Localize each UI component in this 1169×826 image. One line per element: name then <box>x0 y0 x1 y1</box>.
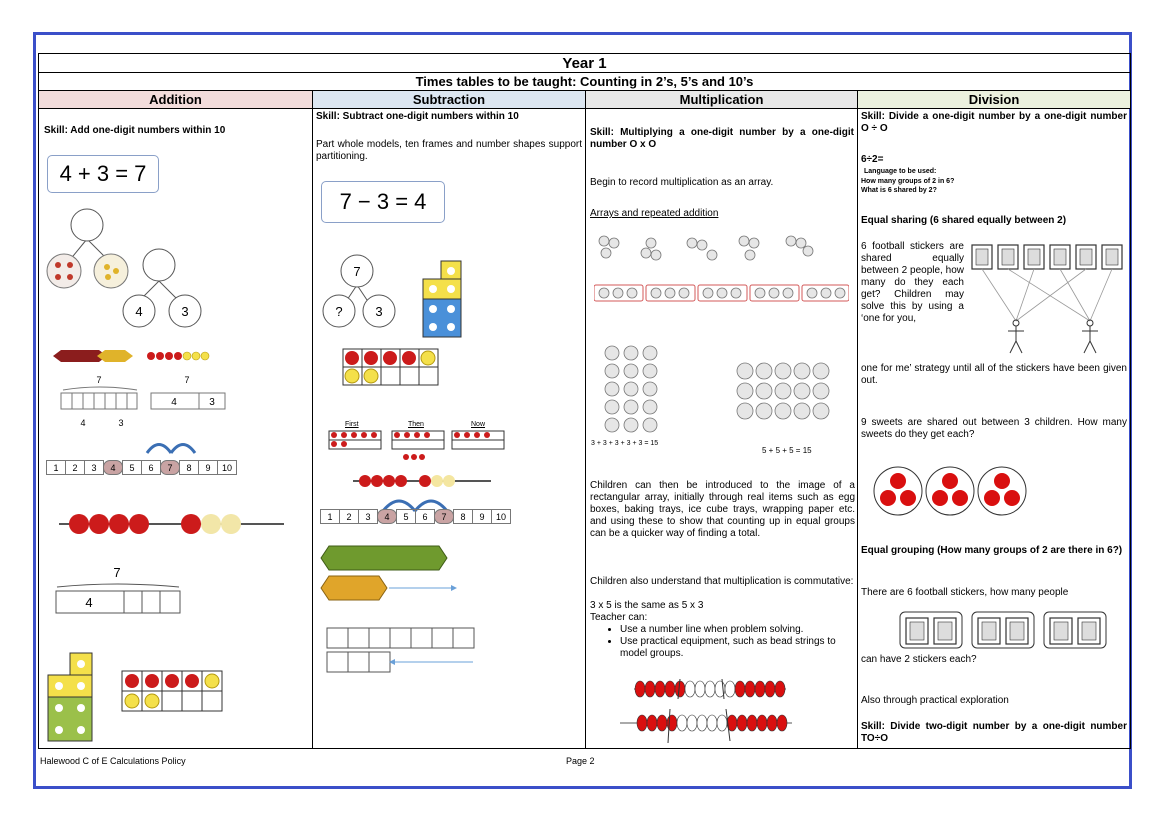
bar-total: 7 <box>96 375 102 385</box>
language-q1: How many groups of 2 in 6? <box>861 178 955 185</box>
bar-model-total: 7 <box>184 375 190 385</box>
multiplication-bead-strings <box>616 671 826 746</box>
multiplication-column <box>585 90 858 749</box>
bead <box>637 715 647 731</box>
number-track-cell: 9 <box>472 509 492 524</box>
arrays-heading: Arrays and repeated addition <box>590 208 719 219</box>
array-counter <box>775 403 791 419</box>
array-counter <box>813 403 829 419</box>
bead <box>755 681 765 697</box>
bead <box>735 681 745 697</box>
subtraction-bars <box>325 626 485 676</box>
bar-part-a: 4 <box>80 418 86 428</box>
division-skill-2: Skill: Divide two-digit number by a one-digit number TO÷O <box>861 721 1127 744</box>
array-counter <box>756 363 772 379</box>
subtraction-skill: Skill: Subtract one-digit numbers within 10 <box>316 111 519 122</box>
bead <box>745 681 755 697</box>
division-column <box>857 90 1131 749</box>
array-eq-left: 3 + 3 + 3 + 3 + 3 = 15 <box>591 440 659 447</box>
array-counter <box>813 363 829 379</box>
bar-model-part-b: 3 <box>209 397 215 408</box>
pw-left-value: 4 <box>135 304 143 319</box>
number-track-cell: 10 <box>217 460 237 475</box>
array-counter <box>624 346 638 360</box>
multiplication-p4: 3 x 5 is the same as 5 x 3 <box>590 600 704 611</box>
array-counter <box>643 418 657 432</box>
sweets-text: 9 sweets are shared out between 3 children. How many sweets do they get each? <box>861 417 1127 440</box>
number-track-cell: 5 <box>396 509 416 524</box>
grouping-text: There are 6 football stickers, how many people <box>861 587 1069 598</box>
teacher-list-item: • Use a number line when problem solving. <box>620 624 858 636</box>
array-counter <box>813 383 829 399</box>
array-counter <box>624 400 638 414</box>
addition-part-whole-diagram <box>39 201 312 331</box>
bead <box>657 715 667 731</box>
language-q2: What is 6 shared by 2? <box>861 187 937 194</box>
share-line <box>1008 269 1090 321</box>
number-track-cell: 7 <box>434 509 454 524</box>
addition-number-track <box>47 460 237 475</box>
football-sticker-inner <box>1054 249 1066 265</box>
subtraction-tenframe <box>341 347 441 387</box>
pw-right: 3 <box>375 304 383 319</box>
array-eq-right: 5 + 5 + 5 = 15 <box>762 446 812 455</box>
number-track-cell: 4 <box>103 460 123 475</box>
multiplication-skill: Skill: Multiplying a one-digit number by a one-digit number O x O <box>590 127 854 150</box>
first-then-now-frames <box>328 429 528 464</box>
football-sticker-inner <box>1106 249 1118 265</box>
subtraction-intro: Part whole models, ten frames and number shapes support partitioning. <box>316 139 582 162</box>
footer-page: Page 2 <box>566 756 595 766</box>
array-counter <box>605 346 619 360</box>
arrays-pairs <box>594 233 849 318</box>
addition-skill: Skill: Add one-digit numbers within 10 <box>44 125 226 136</box>
teacher-list-item: • Use practical equipment, such as bead strings to model groups. <box>620 636 858 660</box>
share-line <box>1016 269 1086 321</box>
bar2-total: 7 <box>113 565 121 580</box>
array-counter <box>605 400 619 414</box>
number-track-cell: 8 <box>179 460 199 475</box>
division-heading: Division <box>858 91 1130 109</box>
number-track-cell: 2 <box>65 460 85 475</box>
array-counter <box>643 382 657 396</box>
bar2-part: 4 <box>85 595 93 610</box>
bead <box>707 715 717 731</box>
sharing-text-b: one for me’ strategy until all of the stickers have been given out. <box>861 363 1127 386</box>
share-line <box>1090 269 1112 321</box>
array-counter <box>605 418 619 432</box>
number-track-cell: 5 <box>122 460 142 475</box>
bar-part-b: 3 <box>118 418 124 428</box>
bead <box>697 715 707 731</box>
bead <box>645 681 655 697</box>
bead <box>757 715 767 731</box>
bead <box>777 715 787 731</box>
bead <box>655 681 665 697</box>
array-counter <box>756 383 772 399</box>
share-line <box>1016 269 1034 321</box>
array-counter <box>624 382 638 396</box>
number-track-cell: 6 <box>415 509 435 524</box>
multiplication-heading: Multiplication <box>586 91 857 109</box>
subtraction-rods <box>319 544 469 610</box>
share-line <box>982 269 1016 321</box>
array-counter <box>605 364 619 378</box>
teacher-list <box>590 624 858 660</box>
pw-left: ? <box>335 304 343 319</box>
array-grids <box>602 345 852 433</box>
sharing-stickers-diagram <box>968 241 1128 361</box>
number-track-cell: 9 <box>198 460 218 475</box>
page-title: Year 1 <box>38 53 1131 73</box>
array-counter <box>794 403 810 419</box>
subtraction-number-track <box>321 509 511 524</box>
bead <box>775 681 785 697</box>
array-counter <box>624 418 638 432</box>
football-sticker-inner <box>1082 622 1096 640</box>
football-sticker-inner <box>1054 622 1068 640</box>
array-counter <box>643 400 657 414</box>
bead <box>717 715 727 731</box>
multiplication-p5: Teacher can: <box>590 612 648 623</box>
football-sticker-inner <box>1028 249 1040 265</box>
pw-top: 7 <box>353 264 361 279</box>
array-counter <box>775 383 791 399</box>
addition-bar-model <box>39 561 312 621</box>
bead <box>695 681 705 697</box>
bead <box>767 715 777 731</box>
football-sticker-inner <box>982 622 996 640</box>
bead <box>737 715 747 731</box>
number-track-cell: 6 <box>141 460 161 475</box>
number-track-cell: 10 <box>491 509 511 524</box>
number-track-cell: 1 <box>320 509 340 524</box>
grouping-stickers-diagram <box>898 610 1128 652</box>
array-counter <box>737 363 753 379</box>
football-sticker-inner <box>1002 249 1014 265</box>
sharing-heading: Equal sharing (6 shared equally between 2) <box>861 215 1067 226</box>
array-counter <box>737 383 753 399</box>
number-track-cell: 3 <box>84 460 104 475</box>
ftn-then: Then <box>408 421 424 428</box>
bead <box>635 681 645 697</box>
number-track-cell: 3 <box>358 509 378 524</box>
bead <box>705 681 715 697</box>
addition-column <box>38 90 313 749</box>
array-counter <box>775 363 791 379</box>
array-counter <box>756 403 772 419</box>
number-track-cell: 8 <box>453 509 473 524</box>
bar-model-part-a: 4 <box>171 397 177 408</box>
subtraction-equation: 7 − 3 = 4 <box>321 181 445 223</box>
multiplication-p1: Begin to record multiplication as an array. <box>590 177 774 188</box>
addition-numicon-tenframe <box>44 651 313 746</box>
football-sticker-inner <box>1010 622 1024 640</box>
subtraction-column <box>312 90 586 749</box>
addition-bead-string <box>59 509 289 539</box>
ftn-now: Now <box>471 421 486 428</box>
number-track-cell: 7 <box>160 460 180 475</box>
subtraction-part-whole <box>313 249 586 339</box>
grouping-heading: Equal grouping (How many groups of 2 are there in 6?) <box>861 545 1123 556</box>
number-track-cell: 4 <box>377 509 397 524</box>
football-sticker-inner <box>976 249 988 265</box>
practical-text: Also through practical exploration <box>861 695 1009 706</box>
football-sticker-inner <box>1080 249 1092 265</box>
array-counter <box>643 364 657 378</box>
ftn-first: First <box>345 421 359 428</box>
subtraction-heading: Subtraction <box>313 91 585 109</box>
bead <box>665 681 675 697</box>
bead <box>647 715 657 731</box>
footer-left: Halewood C of E Calculations Policy <box>40 756 186 766</box>
bead <box>747 715 757 731</box>
bead <box>725 681 735 697</box>
addition-heading: Addition <box>39 91 312 109</box>
multiplication-p2: Children can then be introduced to the image of a rectangular array, initially through real items such as egg boxes, baking trays, ice cube trays, wrapping paper etc. and using these to show that counting up in equal groups can be a quicker way of finding a total. <box>590 480 855 539</box>
array-counter <box>643 346 657 360</box>
subtraction-bead-string <box>353 469 493 493</box>
array-counter <box>605 382 619 396</box>
array-counter <box>794 363 810 379</box>
grouping-text-2: can have 2 stickers each? <box>861 654 977 665</box>
bead <box>687 715 697 731</box>
sharing-text-a: 6 football stickers are shared equally between 2 people, how many do they each get? Children may solve this by using a ‘one for you, <box>861 241 964 324</box>
bead <box>677 715 687 731</box>
array-counter <box>624 364 638 378</box>
bead <box>765 681 775 697</box>
number-track-cell: 1 <box>46 460 66 475</box>
multiplication-p3: Children also understand that multiplication is commutative: <box>590 576 854 587</box>
language-label: Language to be used: <box>864 168 937 175</box>
football-sticker-inner <box>910 622 924 640</box>
addition-equation: 4 + 3 = 7 <box>47 155 159 193</box>
football-sticker-inner <box>938 622 952 640</box>
array-counter <box>794 383 810 399</box>
array-counter <box>737 403 753 419</box>
page-subtitle: Times tables to be taught: Counting in 2’s, 5’s and 10’s <box>38 72 1131 91</box>
bead <box>685 681 695 697</box>
division-eq: 6÷2= <box>861 154 884 165</box>
pw-right-value: 3 <box>181 304 189 319</box>
number-track-cell: 2 <box>339 509 359 524</box>
division-skill: Skill: Divide a one-digit number by a one-digit number O ÷ O <box>861 111 1127 134</box>
sweets-diagram <box>872 465 1042 517</box>
